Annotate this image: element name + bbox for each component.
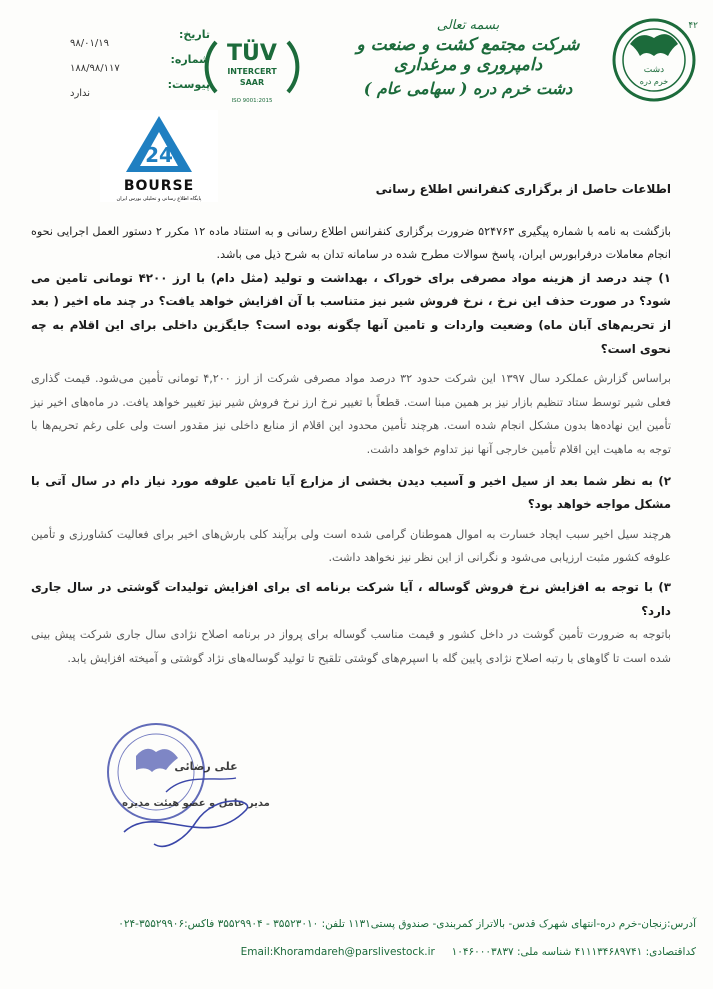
footer bbox=[20, 918, 696, 968]
footer-email[interactable]: Email:Khoramdareh@parslivestock.ir bbox=[240, 946, 435, 958]
tuv-sub: INTERCERT bbox=[227, 67, 277, 76]
tuv-sub2: SAAR bbox=[239, 78, 265, 87]
footer-ids: کداقتصادی: ۴۱۱۱۳۴۶۸۹۷۴۱ شناسه ملی: ۱۰۴۶۰۰۰۳۸۳۷ bbox=[451, 946, 696, 958]
company-seal-logo bbox=[600, 14, 708, 106]
answer-3: باتوجه به ضرورت تأمین گوشت در داخل کشور و قیمت مناسب گوساله برای پرواز در برنامه اصلاح نژادی سال جاری شرکت پیش بینی شده است تا گاوهای با رتبه اصلاح نژادی پایین گله با اسپرم‌های گوشتی تلقیح تا تولید گوساله‌های نژاد گوشتی و آمیخته افزایش یابد. bbox=[31, 628, 671, 665]
question-3: ۳) با توجه به افزایش نرخ فروش گوساله ، آیا شرکت برنامه ای برای افزایش تولیدات گوشتی در سال جاری دارد؟ bbox=[31, 579, 671, 618]
number-value: ۱۸۸/۹۸/۱۱۷ bbox=[70, 63, 120, 74]
attachment-value: ندارد bbox=[70, 88, 91, 99]
answer-1: براساس گزارش عملکرد سال ۱۳۹۷ این شرکت حدود ۳۲ درصد مواد مصرفی شرکت از ارز ۴,۲۰۰ تومانی تأمین می‌شود. قیمت گذاری فعلی شیر توسط ستاد تنظیم بازار نیز بر همین مبنا است. قطعاً با تغییر نرخ ارز نرخ فروش شیر نیز تغییر خواهد یافت. در ماه‌های اخیر نیز تأمین این نهاده‌ها بدون مشکل انجام شده است. هرچند تأمین محدود این اقلام از منابع داخلی نیز مقدور است ولی علی رغم تحریم‌ها با توجه به ماهیت این اقلام تأمین خارجی آنها نیز تداوم خواهد داشت. bbox=[31, 372, 671, 456]
meta-values bbox=[70, 38, 140, 113]
bourse-caption: پایگاه اطلاع رسانی و تحلیلی بورس ایران bbox=[116, 196, 202, 202]
tuv-brand: TÜV bbox=[227, 41, 277, 66]
tuv-standard: ISO 9001:2015 bbox=[231, 98, 273, 104]
meta-labels bbox=[150, 28, 210, 103]
company-name-line2: دشت خرم دره ( سهامی عام ) bbox=[363, 79, 573, 98]
seal-year: ۴۲ bbox=[688, 21, 698, 31]
date-label: تاریخ: bbox=[178, 28, 210, 41]
attachment-label: پیوست: bbox=[167, 78, 210, 91]
intro-paragraph: بازگشت به نامه با شماره پیگیری ۵۲۴۷۶۳ ضرورت برگزاری کنفرانس اطلاع رسانی و به استناد ماده ۱۲ مکرر ۲ دستور العمل اجرایی نحوه انجام معاملات درفرابورس ایران، پاسخ سوالات مطرح شده در سامانه تدان به شرح ذیل می باشد. bbox=[31, 224, 672, 262]
question-2: ۲) به نظر شما بعد از سیل اخیر و آسیب دیدن بخشی از مزارع آیا تامین علوفه مورد نیاز دام در سال آتی با مشکل مواجه خواهد بود؟ bbox=[31, 473, 671, 512]
letter-body bbox=[31, 178, 671, 670]
question-1: ۱) چند درصد از هزینه مواد مصرفی برای خوراک ، بهداشت و تولید (مثل دام) با ارز ۴۲۰۰ تومانی تامین می شود؟ در صورت حذف این نرخ ، نرخ فروش شیر نیز متناسب با آن افزایش خواهد یافت؟ در چند ماه اخیر ( بعد از تحریم‌های آبان ماه) وضعیت واردات و تامین آنها چگونه بوده است؟ جایگزین داخلی برای این اقلام به چه نحوی است؟ bbox=[31, 270, 671, 356]
seal-text-top: دشت bbox=[643, 65, 665, 75]
tuv-certification-logo bbox=[204, 22, 300, 112]
date-value: ۹۸/۰۱/۱۹ bbox=[70, 38, 109, 49]
bourse-text: BOURSE bbox=[123, 178, 195, 194]
seal-text-bottom: خرم دره bbox=[639, 77, 669, 86]
letter-title: اطلاعات حاصل از برگزاری کنفرانس اطلاع رسانی bbox=[375, 182, 671, 196]
signatory-name: علی رضائی bbox=[174, 760, 238, 773]
answer-2: هرچند سیل اخیر سبب ایجاد خسارت به اموال هموطنان گرامی شده است ولی برآیند کلی بارش‌های اخیر برای فعالیت کشاورزی و تأمین علوفه کشور مثبت ارزیابی می‌شود و نگرانی از این نظر نیز نخواهد داشت. bbox=[31, 527, 671, 565]
footer-address: آدرس:زنجان-خرم دره-انتهای شهرک قدس- بالاتراز کمربندی- صندوق پستی۱۱۳۱ تلفن: ۳۵۵۲۳۰۱۰ - ۳۵۵۲۹۹۰۴ فاکس:۳۵۵۲۹۹۰۶-۰۲۴ bbox=[118, 918, 696, 930]
bismillah: بسمه تعالی bbox=[436, 18, 500, 33]
company-name-line1: شرکت مجتمع کشت و صنعت و دامپروری و مرغداری bbox=[356, 35, 580, 75]
company-name-block bbox=[343, 18, 593, 98]
svg-text:24: 24 bbox=[145, 143, 173, 167]
footer-line2 bbox=[20, 946, 696, 968]
signature-stamp bbox=[96, 712, 286, 858]
signatory-title: مدیر عامل و عضو هیئت مدیره bbox=[122, 798, 270, 809]
number-label: شماره: bbox=[170, 53, 210, 66]
